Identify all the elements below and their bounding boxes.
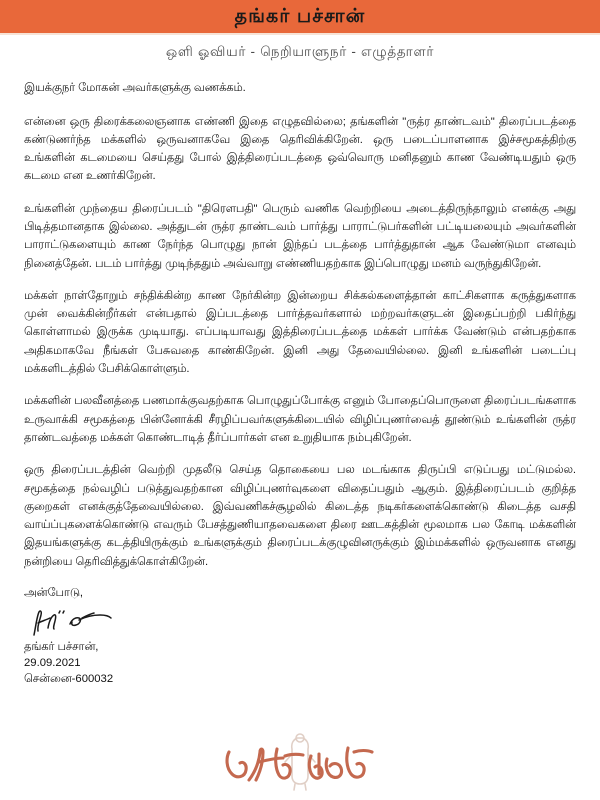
page-title: தங்கர் பச்சான் <box>234 6 366 27</box>
letter-paragraph: என்னை ஒரு திரைக்கலைஞனாக எண்ணி இதை எழுதவில்லை; தங்களின் "ருத்ர தாண்டவம்" திரைப்படத்தை கண்டுணர்ந்த மக்களில் ஒருவனாகவே இதை தெரிவிக்கிறேன். ஒரு படைப்பாளனாக இச்சமூகத்திற்கு உங்களின் கடமையை செய்தது போல் இத்திரைப்படத்தை ஒவ்வொரு மனிதனும் காண வேண்டியதும் ஒரு கடமை என உணர்கிறேன். <box>24 115 576 183</box>
letter-body <box>0 64 600 687</box>
brand-signature-icon <box>215 732 385 794</box>
handwritten-signature-icon <box>26 607 146 637</box>
header-bar <box>0 0 600 33</box>
sign-off: அன்போடு, <box>24 587 84 600</box>
letter-paragraph: மக்களின் பலவீனத்தை பணமாக்குவதற்காக பொழுதுப்போக்கு எனும் போதைப்பொருளை திரைப்படங்களாக உருவாக்கி சமூகத்தை பின்னோக்கி சீரழிப்பவர்களுக்கிடையில் விழிப்புணர்வைத் தூண்டும் உங்களின் ருத்ர தாண்டவத்தை மக்கள் கொண்டாடித் தீர்ப்பார்கள் என உறுதியாக நம்புகிறேன். <box>24 395 576 444</box>
signatory-name: தங்கர் பச்சான், <box>24 640 99 653</box>
salutation: இயக்குநர் மோகன் அவர்களுக்கு வணக்கம். <box>24 82 246 94</box>
signature-date: 29.09.2021 <box>24 656 81 669</box>
letter-paragraph: உங்களின் முந்தைய திரைப்படம் "திரௌபதி" பெரும் வணிக வெற்றியை அடைத்திருந்தாலும் எனக்கு அது பிடித்தமானதாக இல்லை. அத்துடன் ருத்ர தாண்டவம் பார்த்து பாராட்டுபர்களின் பட்டியலையும் அவர்களின் பாராட்டுகளையும் காண நேர்ந்த பொழுது நான் இந்தப் படத்தை பார்த்துதான் ஆக வேண்டுமா எனவும் நினைத்தேன். படம் பார்த்து முடிந்ததும் அவ்வாறு எண்ணியதற்காக இப்பொழுது மனம் வருந்துகிறேன். <box>24 202 576 270</box>
letter-paragraph: ஒரு திரைப்படத்தின் வெற்றி முதலீடு செய்த தொகையை பல மடங்காக திருப்பி எடுப்பது மட்டுமல்ல. சமூகத்தை நல்வழிப் படுத்துவதற்கான விழிப்புணர்வுகளை விதைப்பதும் ஆகும். இத்திரைப்படம் குறித்த குறைகள் எனக்குத்தேவையில்லை. இவ்வணிகச்சூழலில் கிடைத்த நடிகர்களைக்கொண்டு கிடைத்த வசதி வாய்ப்புகளைக்கொண்டு எவரும் பேசத்துணியாதவைகளை திரை ஊடகத்தின் மூலமாக பல கோடி மக்களின் இதயங்களுக்கு கடத்தியிருக்கும் உங்களுக்கும் திரைப்படக்குழுவினருக்கும் இம்மக்களில் ஒருவனாக எனது நன்றியை தெரிவித்துக்கொள்கிறேன். <box>24 464 576 568</box>
subtitle-container <box>0 35 600 64</box>
header-subtitle: ஒளி ஓவியர் - நெறியாளுநர் - எழுத்தாளர் <box>165 44 435 59</box>
footer-logo <box>0 732 600 794</box>
letter-paragraph: மக்கள் நாள்தோறும் சந்திக்கின்ற காண நேர்கின்ற இன்றைய சிக்கல்களைத்தான் காட்சிகளாக கருத்துகளாக முன் வைக்கின்றீர்கள் என்பதால் இப்படத்தை பார்த்தவர்களால் மற்றவர்களுடன் இதைப்பற்றி பகிர்ந்து கொள்ளாமல் இருக்க முடியாது. எப்படியாவது இத்திரைப்படத்தை மக்கள் பார்க்க வேண்டும் என்பதற்காக அதிகமாகவே நீங்கள் பேசுவதை காண்கிறேன். இனி அது தேவையில்லை. இனி உங்களின் படைப்பு மக்களிடத்தில் பேசிக்கொள்ளும். <box>24 289 576 376</box>
signature-place: சென்னை-600032 <box>24 672 114 685</box>
